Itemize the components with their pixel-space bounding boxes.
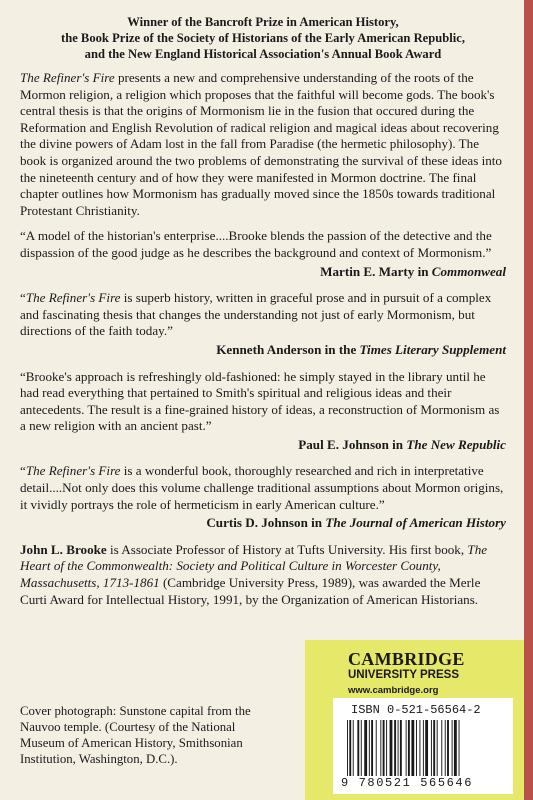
barcode-bar (437, 720, 438, 776)
barcode-bar (357, 720, 359, 776)
barcode-bar (364, 720, 367, 776)
review-attribution: Kenneth Anderson in the Times Literary Supplement (216, 341, 506, 357)
barcode-bar (433, 720, 435, 776)
barcode-bar (423, 720, 424, 776)
barcode-bar (411, 720, 414, 776)
cover-photo-caption: Cover photograph: Sunstone capital from the Nauvoo temple. (Courtesy of the National Museum of American History, Smithsonian Institution, Washington, D.C.). (20, 704, 251, 766)
book-title: The Refiner's Fire (20, 70, 115, 85)
barcode-bar (376, 720, 377, 776)
barcode-bar (369, 720, 370, 776)
barcode-bar (425, 720, 428, 776)
review-quote: “The Refiner's Fire is superb history, written in graceful prose and in pursuit of a complex and fascinating thesis that changes the understanding not just of early Mormonism, but directions of the faith today.” (20, 290, 492, 339)
barcode-bar (459, 720, 460, 776)
barcode-bar (400, 720, 402, 776)
book-description (20, 70, 506, 219)
barcode-bar (386, 720, 387, 776)
spine-edge (524, 0, 533, 800)
barcode-bar (353, 720, 354, 776)
barcode-bar (431, 720, 432, 776)
publisher-name: CAMBRIDGE (348, 649, 465, 669)
barcode-bar (347, 720, 348, 776)
description-text: presents a new and comprehensive understanding of the roots of the Mormon religion, a religion which proposes that the faithful will become gods. The book's central thesis is that the origins of Mormonism lie in the fusion that occured during the Reformation and English Revolution of radical religion and magical ideas about recovering the divine powers of Adam lost in the fall from Paradise (the hermetic philosophy). The book is organized around the two problems of demonstrating the survival of these ideas into the nineteenth century and of how they were manifested in Mormon doctrine. The final chapter outlines how Mormonism has gradually moved since the 1850s towards traditional Protestant Christianity. (20, 70, 502, 218)
award-line: and the New England Historical Association's Annual Book Award (84, 47, 442, 61)
back-cover-text (20, 14, 506, 617)
barcode-bar (394, 720, 396, 776)
review-1 (20, 228, 506, 280)
barcode-bar (398, 720, 399, 776)
author-bio: John L. Brooke is Associate Professor of History at Tufts University. His first book, The Heart of the Commonwealth: Society and Political Culture in Worcester County, Massachusetts, 1713-1861 (Cambridge University Press, 1989), was awarded the Merle Curti Award for Intellectual History, 1991, by the Organization of American Historians. (20, 541, 488, 607)
review-attribution: Curtis D. Johnson in The Journal of American History (206, 515, 506, 531)
barcode-bar (452, 720, 453, 776)
review-3 (20, 369, 506, 454)
award-statement (20, 14, 506, 62)
barcode-bar (349, 720, 351, 776)
review-2 (20, 290, 506, 358)
barcode-bar (447, 720, 449, 776)
review-quote: “The Refiner's Fire is a wonderful book, thoroughly researched and rich in interpretative detail....Not only does this volume challenge traditional assumptions about Mormon origins, it vividly portrays the role of hermeticism in early American culture.” (20, 463, 504, 512)
barcode-bar (390, 720, 393, 776)
review-attribution: Martin E. Marty in Commonweal (320, 263, 506, 279)
review-quote: “A model of the historian's enterprise....Brooke blends the passion of the detective and the dispassion of the good judge as he describes the background and context of Mormonism.” (20, 228, 492, 260)
barcode-bar (441, 720, 442, 776)
barcode-bar (419, 720, 420, 776)
publisher-block (305, 640, 524, 800)
ean-digits: 9 780521 565646 (341, 776, 474, 790)
author-name: John L. Brooke (20, 541, 107, 557)
barcode-bar (371, 720, 373, 776)
award-line: Winner of the Bancroft Prize in American History, (127, 15, 399, 29)
barcode-bar (361, 720, 362, 776)
barcode-bar (408, 720, 410, 776)
barcode-bar (380, 720, 381, 776)
publisher-url: www.cambridge.org (348, 685, 439, 696)
barcode-bar (416, 720, 417, 776)
barcode-area (333, 698, 513, 794)
review-4 (20, 463, 506, 531)
award-line: the Book Prize of the Society of Historians of the Early American Republic, (61, 31, 465, 45)
previous-book-title: The Heart of the Commonwealth: Society and Political Culture in Worcester County, Massachusetts, 1713-1861 (20, 541, 488, 591)
barcode-bar (383, 720, 385, 776)
barcode-bar (454, 720, 457, 776)
isbn: ISBN 0-521-56564-2 (351, 703, 481, 717)
publisher-press: UNIVERSITY PRESS (348, 669, 459, 681)
barcode-image (343, 720, 505, 776)
review-attribution: Paul E. Johnson in The New Republic (298, 436, 506, 452)
barcode-bar (445, 720, 446, 776)
review-quote: “Brooke's approach is refreshingly old-fashioned: he simply stayed in the library until he had read everything that pertained to Smith's spiritual and religious ideas and their antecedents. The result is a fine-grained history of ideas, a reconstruction of Mormonism as a new religion with an ancient past.” (20, 368, 500, 434)
barcode-bar (406, 720, 407, 776)
